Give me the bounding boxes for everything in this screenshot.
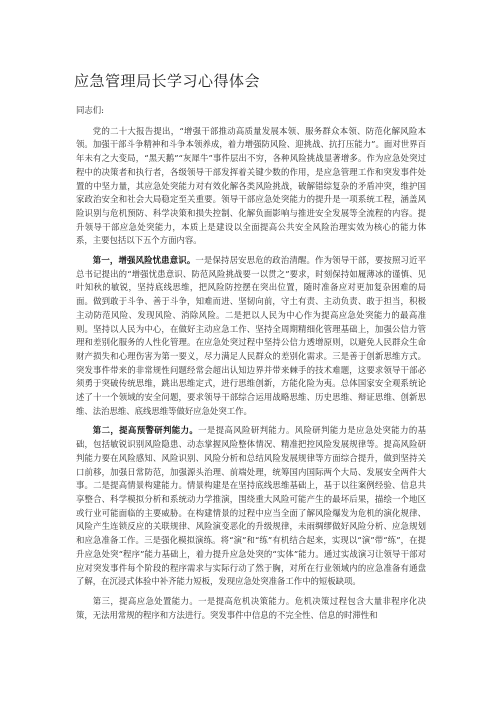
paragraph-section-3 xyxy=(76,595,426,622)
document-title: 应急管理局长学习心得体会 xyxy=(74,72,261,90)
paragraph-section-1 xyxy=(76,254,426,418)
salutation: 同志们: xyxy=(76,105,104,115)
paragraph-text: 一是提高风险研判能力。风险研判能力是应急处突能力的基础，包括敏锐识别风险隐患、动态掌握风险整体情况、精准把控风险发展规律等。提高风险研判能力要在风险感知、风险识别、风险分析和总结风险发展规律等方面综合提升，做到坚持关口前移，加强日常防范，加强源头治理、前端处理，统筹国内国际两个大局、发展安全两件大事。二是提高情景构建能力。情景构建是在坚持底线思维基础上，基于以往案例经验、信息共享整合、科学模拟分析和系统动力学推演，围绕重大风险可能产生的最坏后果，描绘一个地区或行业可能面临的主要威胁。在构建情景的过程中应当全面了解风险爆发为危机的演化规律、风险产生连锁反应的关联规律、风险演变恶化的升级规律，未雨绸缪做好风险分析、应急规划和应急准备工作。三是强化模拟演练。将“演”和“练”有机结合起来，实现以“演”带“练”，在提升应急处突“程序”能力基础上，着力提升应急处突的“实体”能力。通过实战演习让领导干部对应对突发事件每个阶段的程序需求与实际行动了然于胸，对所在行业领域内的应急准备有通盘了解，在沉浸式体验中补齐能力短板，发现应急处突准备工作中的短板缺项。 xyxy=(76,425,427,587)
section-heading: 第一，增强风险忧患意识。 xyxy=(92,255,196,266)
paragraph-text: 党的二十大报告提出，“增强干部推动高质量发展本领、服务群众本领、防范化解风险本领。加强干部斗争精神和斗争本领养成，着力增强防风险、迎挑战、抗打压能力”。面对世界百年未有之大变局，“黑天鹅”“灰犀牛”事件层出不穷，各种风险挑战显著增多。作为应急处突过程中的决策者和执行者，各级领导干部发挥着关键少数的作用，是应急管理工作和突发事件处置的中坚力量，其应急处突能力对有效化解各类风险挑战，破解错综复杂的矛盾冲突，维护国家政治安全和社会大局稳定至关重要。领导干部应急处突能力的提升是一项系统工程，涵盖风险识别与危机预防、科学决策和损失控制、化解负面影响与推进安全发展等全流程的内容。提升领导干部应急处突能力，本质上是建设以全面提高公共安全风险治理实效为核心的能力体系，主要包括以下五个方面内容。 xyxy=(76,125,426,246)
paragraph-intro xyxy=(76,125,426,248)
section-heading: 第二，提高预警研判能力。 xyxy=(92,425,199,436)
document-body xyxy=(76,104,426,622)
paragraph-text: 第三，提高应急处置能力。一是提高危机决策能力。危机决策过程包含大量非程序化决策，无法用常规的程序和方法进行。突发事件中信息的不完全性、信息的时滞性和 xyxy=(76,595,426,620)
paragraph-text: 一是保持居安思危的政治清醒。作为领导干部，要按照习近平总书记提出的“增强忧患意识、防范风险挑战要一以贯之”要求，时刻保持如履薄冰的谨慎、见叶知秋的敏锐，坚持底线思维，把风险防控摆在突出位置，随时准备应对更加复杂困难的局面。做到敢于斗争、善于斗争，知难而进、坚韧向前，守土有责、主动负责、敢于担当，积极主动防范风险、发现风险、消除风险。二是把以人民为中心作为提高应急处突能力的最高准则。坚持以人民为中心，在做好主动应急工作、坚持全周期精细化管理基础上，加强公信力管理和差别化服务的人性化管理。在应急处突过程中坚持公信力透增原则，以避免人民群众生命财产损失和心理伤害为第一要义，尽力满足人民群众的差别化需求。三是善于创新思维方式。突发事件带来的非常规性问题经常会超出认知边界并带来棘手的技术难题，这要求领导干部必须勇于突破传统思维，跳出思维定式，进行思维创新，方能化险为夷。总体国家安全观系统论述了十一个领域的安全问题，要求领导干部综合运用战略思维、历史思维、辩证思维、创新思维、法治思维、底线思维等做好应急处突工作。 xyxy=(76,255,426,416)
paragraph-section-2 xyxy=(76,424,426,588)
